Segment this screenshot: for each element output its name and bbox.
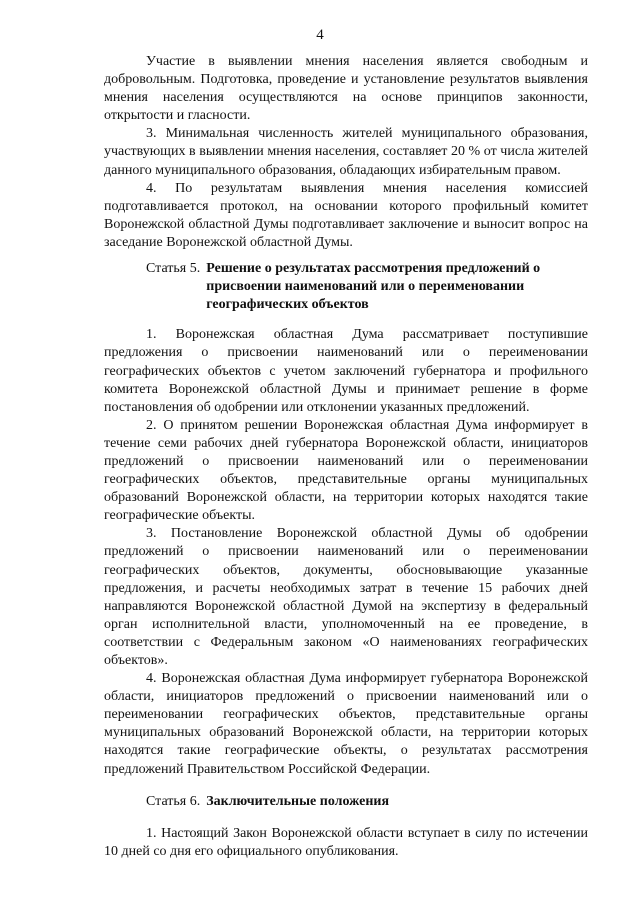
article-6-heading: [104, 793, 588, 811]
paragraph-article-5-item-1: 1. Воронежская областная Дума рассматривает поступившие предложения о присвоении наименований или о переименовании географических объектов с учетом заключений губернатора и профильного комитета Воронежской областной Думы и принимает решение в форме постановления об одобрении или отклонении указанных предложений.: [104, 327, 588, 415]
article-5-heading: [104, 260, 588, 314]
paragraph-minimum-residents: 3. Минимальная численность жителей муниципального образования, участвующих в выявлении мнения населения, составляет 20 % от числа жителей данного муниципального образования, обладающих избирательным правом.: [104, 126, 588, 178]
paragraph-article-5-item-2: 2. О принятом решении Воронежская областная Дума информирует в течение семи рабочих дней губернатора Воронежской области, инициаторов предложений о присвоении наименований или о переименовании географических объектов, представительные органы муниципальных образований Воронежской области, на территории которых находятся такие географические объекты.: [104, 417, 588, 524]
page-number: 4: [316, 27, 324, 43]
article-6-title: Заключительные положения: [206, 793, 390, 809]
paragraph-protocol: 4. По результатам выявления мнения населения комиссией подготавливается протокол, на основании которого профильный комитет Воронежской областной Думы подготавливает заключение и выносит вопрос на заседание Воронежской областной Думы.: [104, 180, 588, 250]
document-body: [104, 53, 588, 867]
paragraph-article-5-item-4: 4. Воронежская областная Дума информирует губернатора Воронежской области, инициаторов предложений о присвоении наименований или о переименовании географических объектов, представительные органы муниципальных образований Воронежской области, на территории которых находятся такие географические объекты, о результатах рассмотрения предложений Правительством Российской Федерации.: [104, 671, 588, 777]
paragraph-participation: Участие в выявлении мнения населения является свободным и добровольным. Подготовка, проведение и установление результатов выявления мнения населения осуществляются на основе принципов законности, открытости и гласности.: [104, 54, 588, 124]
article-5-title: Решение о результатах рассмотрения предложений о присвоении наименований или о переименовании географических объектов: [206, 261, 541, 313]
paragraph-article-5-item-3: 3. Постановление Воронежской областной Думы об одобрении предложений о присвоении наименований или о переименовании географических объектов, документы, обосновывающие указанные предложения, и расчеты необходимых затрат в течение 15 рабочих дней направляются Воронежской областной Думой на экспертизу в федеральный орган исполнительной власти, уполномоченный на ее проведение, в соответствии с Федеральным законом «О наименованиях географических объектов».: [104, 526, 588, 668]
article-6-label: Статья 6.: [146, 793, 201, 809]
paragraph-article-6-item-1: 1. Настоящий Закон Воронежской области вступает в силу по истечении 10 дней со дня его официального опубликования.: [104, 825, 588, 859]
article-5-label: Статья 5.: [146, 261, 201, 277]
